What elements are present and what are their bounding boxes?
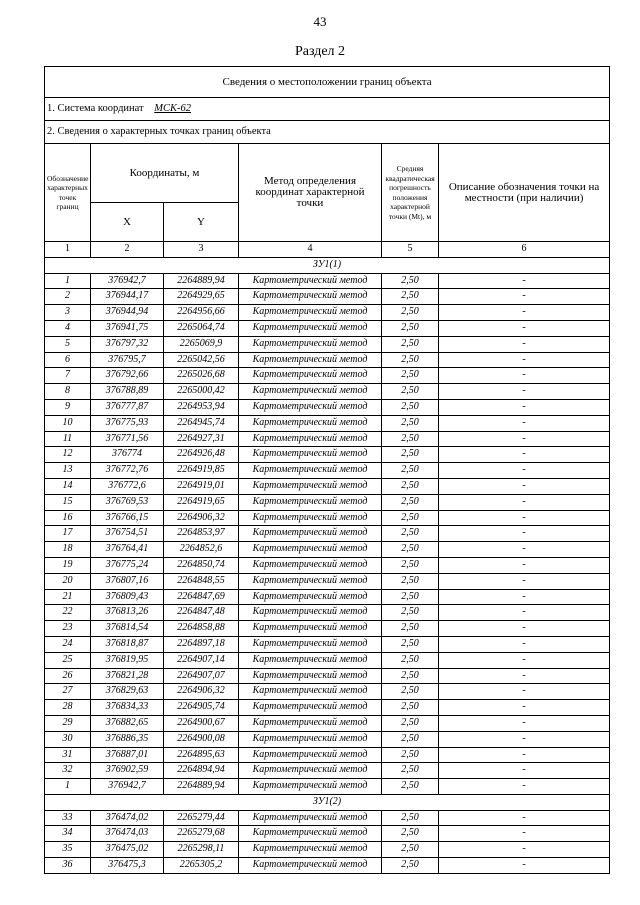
group-header: ЗУ1(2) (45, 794, 610, 810)
accuracy-cell: 2,50 (382, 779, 439, 795)
method-cell: Картометрический метод (239, 273, 382, 289)
method-cell: Картометрический метод (239, 621, 382, 637)
description-cell: - (439, 858, 610, 874)
method-cell: Картометрический метод (239, 605, 382, 621)
accuracy-cell: 2,50 (382, 478, 439, 494)
description-cell: - (439, 810, 610, 826)
table-row (45, 621, 610, 637)
point-number: 10 (45, 415, 91, 431)
point-number: 26 (45, 668, 91, 684)
table-row (45, 526, 610, 542)
point-number: 6 (45, 352, 91, 368)
point-number: 18 (45, 542, 91, 558)
table-row (45, 273, 610, 289)
method-cell: Картометрический метод (239, 557, 382, 573)
point-number: 35 (45, 842, 91, 858)
y-coordinate: 2264945,74 (164, 415, 239, 431)
y-coordinate: 2264858,88 (164, 621, 239, 637)
point-number: 1 (45, 779, 91, 795)
accuracy-cell: 2,50 (382, 463, 439, 479)
y-coordinate: 2264919,01 (164, 478, 239, 494)
accuracy-cell: 2,50 (382, 526, 439, 542)
point-number: 31 (45, 747, 91, 763)
y-coordinate: 2264906,32 (164, 510, 239, 526)
method-cell: Картометрический метод (239, 494, 382, 510)
method-cell: Картометрический метод (239, 858, 382, 874)
y-coordinate: 2264926,48 (164, 447, 239, 463)
header-description: Описание обозначения точки на местности (при наличии) (439, 144, 610, 242)
coord-system-value: МСК-62 (154, 102, 191, 114)
point-number: 25 (45, 652, 91, 668)
accuracy-cell: 2,50 (382, 320, 439, 336)
accuracy-cell: 2,50 (382, 715, 439, 731)
accuracy-cell: 2,50 (382, 384, 439, 400)
description-cell: - (439, 447, 610, 463)
point-number: 3 (45, 305, 91, 321)
x-coordinate: 376772,6 (91, 478, 164, 494)
table-row (45, 447, 610, 463)
description-cell: - (439, 731, 610, 747)
point-number: 27 (45, 684, 91, 700)
description-cell: - (439, 668, 610, 684)
method-cell: Картометрический метод (239, 478, 382, 494)
description-cell: - (439, 826, 610, 842)
point-number: 8 (45, 384, 91, 400)
point-number: 33 (45, 810, 91, 826)
description-cell: - (439, 526, 610, 542)
accuracy-cell: 2,50 (382, 368, 439, 384)
column-number: 1 (45, 242, 91, 258)
method-cell: Картометрический метод (239, 668, 382, 684)
point-number: 7 (45, 368, 91, 384)
method-cell: Картометрический метод (239, 636, 382, 652)
y-coordinate: 2264850,74 (164, 557, 239, 573)
point-number: 1 (45, 273, 91, 289)
y-coordinate: 2264907,14 (164, 652, 239, 668)
accuracy-cell: 2,50 (382, 510, 439, 526)
point-number: 23 (45, 621, 91, 637)
y-coordinate: 2264956,66 (164, 305, 239, 321)
points-label: 2. Сведения о характерных точках границ объекта (45, 121, 610, 144)
method-cell: Картометрический метод (239, 763, 382, 779)
y-coordinate: 2264905,74 (164, 700, 239, 716)
y-coordinate: 2264919,65 (164, 494, 239, 510)
method-cell: Картометрический метод (239, 700, 382, 716)
table-row (45, 842, 610, 858)
column-number: 6 (439, 242, 610, 258)
table-row (45, 858, 610, 874)
description-cell: - (439, 747, 610, 763)
table-row (45, 810, 610, 826)
page-number: 43 (313, 14, 327, 29)
y-coordinate: 2264889,94 (164, 273, 239, 289)
method-cell: Картометрический метод (239, 842, 382, 858)
header-x: X (91, 203, 164, 242)
y-coordinate: 2264900,08 (164, 731, 239, 747)
table-row (45, 700, 610, 716)
point-number: 14 (45, 478, 91, 494)
table-row (45, 336, 610, 352)
table-row (45, 510, 610, 526)
x-coordinate: 376887,01 (91, 747, 164, 763)
table-title: Сведения о местоположении границ объекта (45, 67, 610, 98)
accuracy-cell: 2,50 (382, 652, 439, 668)
accuracy-cell: 2,50 (382, 747, 439, 763)
table-row (45, 399, 610, 415)
description-cell: - (439, 368, 610, 384)
accuracy-cell: 2,50 (382, 763, 439, 779)
x-coordinate: 376775,93 (91, 415, 164, 431)
table-row (45, 715, 610, 731)
x-coordinate: 376813,26 (91, 605, 164, 621)
table-row (45, 368, 610, 384)
method-cell: Картометрический метод (239, 510, 382, 526)
point-number: 2 (45, 289, 91, 305)
description-cell: - (439, 336, 610, 352)
description-cell: - (439, 463, 610, 479)
description-cell: - (439, 478, 610, 494)
x-coordinate: 376766,15 (91, 510, 164, 526)
table-row (45, 305, 610, 321)
point-number: 22 (45, 605, 91, 621)
method-cell: Картометрический метод (239, 810, 382, 826)
accuracy-cell: 2,50 (382, 684, 439, 700)
y-coordinate: 2264907,07 (164, 668, 239, 684)
coord-system-label: 1. Система координат (47, 102, 144, 114)
table-row (45, 763, 610, 779)
table-row (45, 352, 610, 368)
accuracy-cell: 2,50 (382, 621, 439, 637)
x-coordinate: 376807,16 (91, 573, 164, 589)
y-coordinate: 2265298,11 (164, 842, 239, 858)
y-coordinate: 2265064,74 (164, 320, 239, 336)
x-coordinate: 376882,65 (91, 715, 164, 731)
point-number: 13 (45, 463, 91, 479)
point-number: 17 (45, 526, 91, 542)
x-coordinate: 376474,03 (91, 826, 164, 842)
table-row (45, 431, 610, 447)
table-row (45, 415, 610, 431)
accuracy-cell: 2,50 (382, 605, 439, 621)
x-coordinate: 376474,02 (91, 810, 164, 826)
description-cell: - (439, 605, 610, 621)
method-cell: Картометрический метод (239, 368, 382, 384)
accuracy-cell: 2,50 (382, 573, 439, 589)
y-coordinate: 2264929,65 (164, 289, 239, 305)
y-coordinate: 2264853,97 (164, 526, 239, 542)
x-coordinate: 376797,32 (91, 336, 164, 352)
table-row (45, 731, 610, 747)
column-number: 2 (91, 242, 164, 258)
accuracy-cell: 2,50 (382, 399, 439, 415)
x-coordinate: 376475,02 (91, 842, 164, 858)
accuracy-cell: 2,50 (382, 542, 439, 558)
description-cell: - (439, 384, 610, 400)
accuracy-cell: 2,50 (382, 858, 439, 874)
table-row (45, 463, 610, 479)
description-cell: - (439, 589, 610, 605)
table-row (45, 320, 610, 336)
boundary-points-table (44, 66, 610, 874)
x-coordinate: 376829,63 (91, 684, 164, 700)
point-number: 4 (45, 320, 91, 336)
table-row (45, 542, 610, 558)
description-cell: - (439, 842, 610, 858)
point-number: 30 (45, 731, 91, 747)
table-row (45, 589, 610, 605)
accuracy-cell: 2,50 (382, 494, 439, 510)
header-method: Метод определения координат характерной точки (239, 144, 382, 242)
point-number: 19 (45, 557, 91, 573)
method-cell: Картометрический метод (239, 526, 382, 542)
group-header: ЗУ1(1) (45, 257, 610, 273)
method-cell: Картометрический метод (239, 542, 382, 558)
x-coordinate: 376809,43 (91, 589, 164, 605)
point-number: 20 (45, 573, 91, 589)
method-cell: Картометрический метод (239, 573, 382, 589)
table-row (45, 557, 610, 573)
x-coordinate: 376942,7 (91, 273, 164, 289)
x-coordinate: 376788,89 (91, 384, 164, 400)
x-coordinate: 376941,75 (91, 320, 164, 336)
point-number: 15 (45, 494, 91, 510)
accuracy-cell: 2,50 (382, 826, 439, 842)
table-row (45, 779, 610, 795)
description-cell: - (439, 289, 610, 305)
y-coordinate: 2264847,48 (164, 605, 239, 621)
y-coordinate: 2264897,18 (164, 636, 239, 652)
description-cell: - (439, 415, 610, 431)
accuracy-cell: 2,50 (382, 336, 439, 352)
accuracy-cell: 2,50 (382, 668, 439, 684)
point-number: 32 (45, 763, 91, 779)
table-row (45, 384, 610, 400)
method-cell: Картометрический метод (239, 731, 382, 747)
x-coordinate: 376942,7 (91, 779, 164, 795)
x-coordinate: 376814,54 (91, 621, 164, 637)
point-number: 36 (45, 858, 91, 874)
description-cell: - (439, 273, 610, 289)
table-row (45, 652, 610, 668)
header-coordinates: Координаты, м (91, 144, 239, 203)
point-number: 9 (45, 399, 91, 415)
y-coordinate: 2265026,68 (164, 368, 239, 384)
point-number: 24 (45, 636, 91, 652)
header-point-designation: Обозначение характерных точек границ (45, 144, 91, 242)
description-cell: - (439, 684, 610, 700)
y-coordinate: 2264889,94 (164, 779, 239, 795)
y-coordinate: 2265000,42 (164, 384, 239, 400)
y-coordinate: 2264848,55 (164, 573, 239, 589)
accuracy-cell: 2,50 (382, 447, 439, 463)
table-row (45, 636, 610, 652)
method-cell: Картометрический метод (239, 384, 382, 400)
method-cell: Картометрический метод (239, 652, 382, 668)
method-cell: Картометрический метод (239, 463, 382, 479)
accuracy-cell: 2,50 (382, 431, 439, 447)
x-coordinate: 376902,59 (91, 763, 164, 779)
point-number: 21 (45, 589, 91, 605)
description-cell: - (439, 399, 610, 415)
table-row (45, 494, 610, 510)
point-number: 5 (45, 336, 91, 352)
y-coordinate: 2265069,9 (164, 336, 239, 352)
method-cell: Картометрический метод (239, 352, 382, 368)
x-coordinate: 376818,87 (91, 636, 164, 652)
x-coordinate: 376819,95 (91, 652, 164, 668)
x-coordinate: 376795,7 (91, 352, 164, 368)
y-coordinate: 2264927,31 (164, 431, 239, 447)
description-cell: - (439, 652, 610, 668)
description-cell: - (439, 431, 610, 447)
accuracy-cell: 2,50 (382, 842, 439, 858)
table-row (45, 826, 610, 842)
y-coordinate: 2265279,68 (164, 826, 239, 842)
description-cell: - (439, 542, 610, 558)
header-accuracy: Средняя квадратическая погрешность положения характерной точки (Mt), м (382, 144, 439, 242)
y-coordinate: 2264894,94 (164, 763, 239, 779)
x-coordinate: 376769,53 (91, 494, 164, 510)
y-coordinate: 2264906,32 (164, 684, 239, 700)
column-number: 5 (382, 242, 439, 258)
method-cell: Картометрический метод (239, 415, 382, 431)
method-cell: Картометрический метод (239, 289, 382, 305)
x-coordinate: 376771,56 (91, 431, 164, 447)
accuracy-cell: 2,50 (382, 557, 439, 573)
table-row (45, 573, 610, 589)
accuracy-cell: 2,50 (382, 810, 439, 826)
point-number: 11 (45, 431, 91, 447)
table-row (45, 684, 610, 700)
column-number: 4 (239, 242, 382, 258)
table-row (45, 478, 610, 494)
accuracy-cell: 2,50 (382, 352, 439, 368)
accuracy-cell: 2,50 (382, 589, 439, 605)
coord-system-row (45, 98, 610, 121)
description-cell: - (439, 320, 610, 336)
x-coordinate: 376764,41 (91, 542, 164, 558)
description-cell: - (439, 779, 610, 795)
x-coordinate: 376792,66 (91, 368, 164, 384)
y-coordinate: 2264852,6 (164, 542, 239, 558)
table-row (45, 668, 610, 684)
table-row (45, 605, 610, 621)
accuracy-cell: 2,50 (382, 289, 439, 305)
method-cell: Картометрический метод (239, 747, 382, 763)
y-coordinate: 2264847,69 (164, 589, 239, 605)
point-number: 16 (45, 510, 91, 526)
y-coordinate: 2265042,56 (164, 352, 239, 368)
method-cell: Картометрический метод (239, 305, 382, 321)
x-coordinate: 376821,28 (91, 668, 164, 684)
description-cell: - (439, 715, 610, 731)
description-cell: - (439, 305, 610, 321)
accuracy-cell: 2,50 (382, 273, 439, 289)
method-cell: Картометрический метод (239, 399, 382, 415)
method-cell: Картометрический метод (239, 715, 382, 731)
header-y: Y (164, 203, 239, 242)
description-cell: - (439, 510, 610, 526)
point-number: 34 (45, 826, 91, 842)
description-cell: - (439, 352, 610, 368)
point-number: 28 (45, 700, 91, 716)
table-row (45, 747, 610, 763)
method-cell: Картометрический метод (239, 336, 382, 352)
method-cell: Картометрический метод (239, 684, 382, 700)
method-cell: Картометрический метод (239, 320, 382, 336)
x-coordinate: 376944,17 (91, 289, 164, 305)
table-row (45, 289, 610, 305)
x-coordinate: 376475,3 (91, 858, 164, 874)
method-cell: Картометрический метод (239, 826, 382, 842)
x-coordinate: 376886,35 (91, 731, 164, 747)
x-coordinate: 376775,24 (91, 557, 164, 573)
accuracy-cell: 2,50 (382, 700, 439, 716)
method-cell: Картометрический метод (239, 779, 382, 795)
description-cell: - (439, 763, 610, 779)
x-coordinate: 376754,51 (91, 526, 164, 542)
description-cell: - (439, 621, 610, 637)
method-cell: Картометрический метод (239, 447, 382, 463)
column-number: 3 (164, 242, 239, 258)
accuracy-cell: 2,50 (382, 731, 439, 747)
x-coordinate: 376774 (91, 447, 164, 463)
description-cell: - (439, 494, 610, 510)
description-cell: - (439, 557, 610, 573)
y-coordinate: 2264895,63 (164, 747, 239, 763)
y-coordinate: 2265305,2 (164, 858, 239, 874)
description-cell: - (439, 636, 610, 652)
x-coordinate: 376777,87 (91, 399, 164, 415)
accuracy-cell: 2,50 (382, 305, 439, 321)
section-title: Раздел 2 (294, 44, 346, 59)
point-number: 12 (45, 447, 91, 463)
x-coordinate: 376834,33 (91, 700, 164, 716)
point-number: 29 (45, 715, 91, 731)
x-coordinate: 376772,76 (91, 463, 164, 479)
description-cell: - (439, 573, 610, 589)
y-coordinate: 2264919,85 (164, 463, 239, 479)
y-coordinate: 2264953,94 (164, 399, 239, 415)
accuracy-cell: 2,50 (382, 415, 439, 431)
x-coordinate: 376944,94 (91, 305, 164, 321)
description-cell: - (439, 700, 610, 716)
method-cell: Картометрический метод (239, 589, 382, 605)
accuracy-cell: 2,50 (382, 636, 439, 652)
method-cell: Картометрический метод (239, 431, 382, 447)
y-coordinate: 2265279,44 (164, 810, 239, 826)
y-coordinate: 2264900,67 (164, 715, 239, 731)
